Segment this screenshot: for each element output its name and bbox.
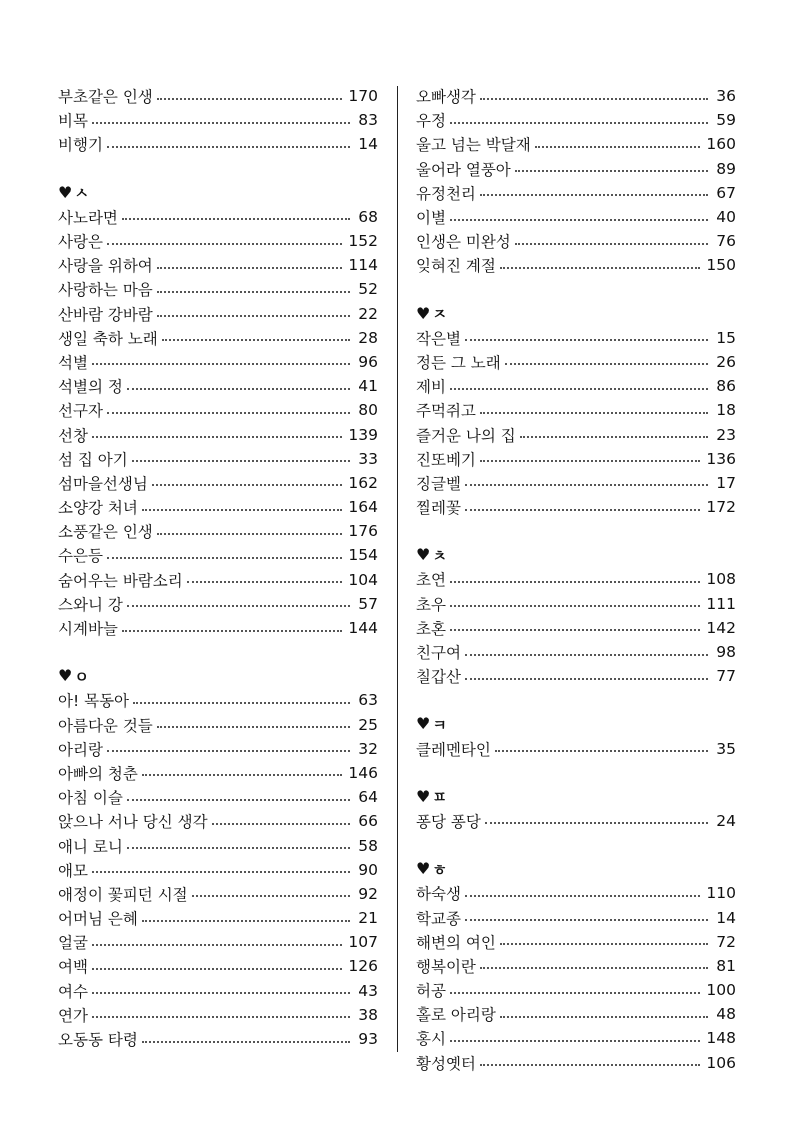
- index-entry: [416, 954, 736, 978]
- page-number: 67: [716, 183, 736, 202]
- dot-leader: [480, 966, 708, 969]
- dot-leader: [212, 822, 350, 825]
- song-title: 선창: [58, 426, 88, 445]
- song-title: 주먹쥐고: [416, 402, 476, 421]
- page-number: 164: [348, 498, 378, 517]
- section-header: [416, 857, 736, 881]
- index-entry: [416, 640, 736, 664]
- page-number: 57: [358, 594, 378, 613]
- page-number: 162: [348, 473, 378, 492]
- index-entry: [416, 664, 736, 688]
- index-entry: [58, 277, 378, 301]
- dot-leader: [107, 411, 350, 414]
- page-number: 18: [716, 401, 736, 420]
- song-title: 수은등: [58, 547, 103, 566]
- song-title: 섬마을선생님: [58, 474, 148, 493]
- index-entry: [58, 568, 378, 592]
- dot-leader: [495, 749, 708, 752]
- page-number: 26: [716, 352, 736, 371]
- page-number: 114: [348, 256, 378, 275]
- dot-leader: [485, 821, 708, 824]
- dot-leader: [520, 435, 708, 438]
- song-title: 이별: [416, 209, 446, 228]
- page-number: 59: [716, 111, 736, 130]
- index-entry: [416, 374, 736, 398]
- index-entry: [416, 326, 736, 350]
- dot-leader: [450, 991, 700, 994]
- page-number: 81: [716, 956, 736, 975]
- index-entry: [58, 398, 378, 422]
- dot-leader: [192, 894, 350, 897]
- page-number: 160: [706, 135, 736, 154]
- page-number: 98: [716, 643, 736, 662]
- song-title: 칠갑산: [416, 668, 461, 687]
- dot-leader: [142, 919, 350, 922]
- section-spacer: [416, 688, 736, 712]
- song-title: 작은별: [416, 329, 461, 348]
- song-title: 제비: [416, 378, 446, 397]
- page-number: 22: [358, 304, 378, 323]
- index-entry: [416, 1002, 736, 1026]
- song-title: 스와니 강: [58, 595, 123, 614]
- page-number: 126: [348, 957, 378, 976]
- dot-leader: [92, 1015, 350, 1018]
- section-spacer: [416, 278, 736, 302]
- page-number: 14: [358, 135, 378, 154]
- index-entry: [58, 495, 378, 519]
- dot-leader: [107, 556, 342, 559]
- song-title: 소풍같은 인생: [58, 523, 153, 542]
- dot-leader: [92, 943, 342, 946]
- section-header: [416, 543, 736, 567]
- index-entry: [58, 713, 378, 737]
- song-title: 인생은 미완성: [416, 233, 511, 252]
- index-entry: [416, 809, 736, 833]
- song-title: 사랑은: [58, 233, 103, 252]
- dot-leader: [92, 121, 350, 124]
- song-title: 선구자: [58, 402, 103, 421]
- page-number: 146: [348, 763, 378, 782]
- page-number: 77: [716, 667, 736, 686]
- page-number: 107: [348, 933, 378, 952]
- song-title: 여수: [58, 982, 88, 1001]
- dot-leader: [92, 870, 350, 873]
- heart-icon: ♥: [416, 859, 431, 879]
- index-entry: [58, 326, 378, 350]
- dot-leader: [142, 773, 343, 776]
- song-title: 행복이란: [416, 957, 476, 976]
- page-number: 108: [706, 570, 736, 589]
- index-entry: [58, 422, 378, 446]
- dot-leader: [157, 314, 350, 317]
- page-number: 14: [716, 908, 736, 927]
- index-entry: [58, 882, 378, 906]
- dot-leader: [92, 362, 350, 365]
- index-entry: [58, 979, 378, 1003]
- page-number: 152: [348, 232, 378, 251]
- index-entry: [58, 108, 378, 132]
- song-title: 애모: [58, 861, 88, 880]
- dot-leader: [133, 701, 350, 704]
- dot-leader: [480, 459, 701, 462]
- index-entry: [58, 543, 378, 567]
- song-title: 홀로 아리랑: [416, 1006, 496, 1025]
- index-entry: [58, 229, 378, 253]
- song-title: 연가: [58, 1006, 88, 1025]
- index-entry: [58, 253, 378, 277]
- song-title: 클레멘타인: [416, 740, 491, 759]
- index-entry: [58, 132, 378, 156]
- index-entry: [416, 592, 736, 616]
- dot-leader: [122, 217, 350, 220]
- index-entry: [416, 447, 736, 471]
- song-title: 징글벨: [416, 474, 461, 493]
- page-number: 139: [348, 425, 378, 444]
- section-spacer: [58, 640, 378, 664]
- page-number: 80: [358, 401, 378, 420]
- dot-leader: [157, 97, 343, 100]
- page-number: 33: [358, 449, 378, 468]
- section-spacer: [416, 761, 736, 785]
- page-number: 96: [358, 352, 378, 371]
- song-title: 해변의 여인: [416, 933, 496, 952]
- song-title: 시계바늘: [58, 620, 118, 639]
- page-number: 110: [706, 884, 736, 903]
- song-title: 아! 목동아: [58, 692, 130, 711]
- section-letter: ㅅ: [74, 184, 89, 203]
- index-entry: [58, 688, 378, 712]
- song-title: 사랑을 위하여: [58, 257, 153, 276]
- heart-icon: ♥: [416, 714, 431, 734]
- dot-leader: [450, 387, 708, 390]
- index-entry: [58, 302, 378, 326]
- index-entry: [58, 616, 378, 640]
- index-entry: [58, 906, 378, 930]
- page-number: 142: [706, 618, 736, 637]
- page-number: 111: [706, 594, 736, 613]
- section-header: [416, 712, 736, 736]
- dot-leader: [450, 218, 708, 221]
- section-letter: ㅋ: [432, 715, 447, 734]
- song-title: 아침 이슬: [58, 789, 123, 808]
- song-title: 얼굴: [58, 934, 88, 953]
- dot-leader: [127, 604, 350, 607]
- song-title: 석별: [58, 353, 88, 372]
- index-entry: [416, 157, 736, 181]
- heart-icon: ♥: [416, 303, 431, 323]
- dot-leader: [480, 97, 708, 100]
- section-letter: ㅇ: [74, 667, 89, 686]
- song-title: 비행기: [58, 136, 103, 155]
- dot-leader: [157, 725, 350, 728]
- song-title: 초혼: [416, 619, 446, 638]
- dot-leader: [465, 338, 708, 341]
- dot-leader: [122, 629, 343, 632]
- page-number: 58: [358, 836, 378, 855]
- song-title: 홍시: [416, 1030, 446, 1049]
- section-letter: ㅊ: [432, 546, 447, 565]
- index-entry: [58, 519, 378, 543]
- dot-leader: [92, 967, 342, 970]
- index-entry: [416, 495, 736, 519]
- song-title: 황성옛터: [416, 1054, 476, 1073]
- index-entry: [416, 132, 736, 156]
- page-number: 170: [348, 87, 378, 106]
- dot-leader: [142, 1040, 350, 1043]
- index-entry: [58, 954, 378, 978]
- page-number: 35: [716, 739, 736, 758]
- section-spacer: [58, 157, 378, 181]
- page-number: 176: [348, 522, 378, 541]
- dot-leader: [515, 242, 708, 245]
- section-spacer: [416, 519, 736, 543]
- page-number: 17: [716, 473, 736, 492]
- index-entry: [416, 471, 736, 495]
- index-entry: [416, 229, 736, 253]
- page-number: 21: [358, 909, 378, 928]
- page-number: 89: [716, 159, 736, 178]
- page-number: 76: [716, 232, 736, 251]
- dot-leader: [157, 532, 343, 535]
- column-divider: [397, 86, 398, 1052]
- index-entry: [58, 84, 378, 108]
- index-entry: [416, 930, 736, 954]
- page-number: 83: [358, 111, 378, 130]
- index-column-right: [416, 84, 736, 1075]
- section-letter: ㅍ: [432, 788, 447, 807]
- dot-leader: [162, 338, 350, 341]
- dot-leader: [187, 580, 343, 583]
- song-title: 어머님 은혜: [58, 910, 138, 929]
- song-title: 애정이 꽃피던 시절: [58, 885, 188, 904]
- index-entry: [58, 1003, 378, 1027]
- page-number: 136: [706, 449, 736, 468]
- index-entry: [416, 181, 736, 205]
- index-entry: [58, 374, 378, 398]
- song-title: 친구여: [416, 644, 461, 663]
- page-number: 86: [716, 377, 736, 396]
- index-entry: [416, 205, 736, 229]
- page-number: 41: [358, 377, 378, 396]
- dot-leader: [505, 362, 708, 365]
- page-number: 40: [716, 208, 736, 227]
- song-title: 유정천리: [416, 184, 476, 203]
- page-number: 52: [358, 280, 378, 299]
- dot-leader: [107, 242, 342, 245]
- index-entry: [58, 1027, 378, 1051]
- dot-leader: [450, 604, 700, 607]
- index-entry: [416, 398, 736, 422]
- heart-icon: ♥: [416, 545, 431, 565]
- page-number: 63: [358, 691, 378, 710]
- index-entry: [58, 737, 378, 761]
- heart-icon: ♥: [58, 666, 73, 686]
- page-number: 36: [716, 87, 736, 106]
- index-entry: [58, 930, 378, 954]
- page-number: 66: [358, 812, 378, 831]
- song-title: 부초같은 인생: [58, 88, 153, 107]
- page-number: 154: [348, 546, 378, 565]
- song-title: 울어라 열풍아: [416, 160, 511, 179]
- page-number: 43: [358, 981, 378, 1000]
- index-entry: [416, 253, 736, 277]
- song-title: 학교종: [416, 909, 461, 928]
- index-entry: [416, 1051, 736, 1075]
- index-entry: [58, 761, 378, 785]
- heart-icon: ♥: [58, 182, 73, 202]
- song-title: 앉으나 서나 당신 생각: [58, 813, 208, 832]
- page-number: 32: [358, 739, 378, 758]
- page-number: 38: [358, 1005, 378, 1024]
- song-title: 찔레꽃: [416, 499, 461, 518]
- index-entry: [416, 905, 736, 929]
- song-title: 초우: [416, 595, 446, 614]
- song-title: 정든 그 노래: [416, 353, 501, 372]
- index-entry: [416, 616, 736, 640]
- section-spacer: [416, 833, 736, 857]
- dot-leader: [127, 387, 350, 390]
- index-entry: [416, 1026, 736, 1050]
- song-title: 퐁당 퐁당: [416, 812, 481, 831]
- index-entry: [416, 422, 736, 446]
- dot-leader: [480, 193, 708, 196]
- song-title: 숨어우는 바람소리: [58, 571, 183, 590]
- dot-leader: [450, 121, 708, 124]
- dot-leader: [92, 435, 342, 438]
- song-title: 소양강 처녀: [58, 499, 138, 518]
- dot-leader: [157, 266, 343, 269]
- section-header: [416, 785, 736, 809]
- index-entry: [58, 785, 378, 809]
- dot-leader: [465, 677, 708, 680]
- page-number: 100: [706, 981, 736, 1000]
- index-entry: [58, 592, 378, 616]
- page-number: 144: [348, 619, 378, 638]
- song-title: 우정: [416, 112, 446, 131]
- page-number: 148: [706, 1029, 736, 1048]
- page-number: 172: [706, 498, 736, 517]
- song-title: 섬 집 아기: [58, 450, 128, 469]
- index-entry: [416, 567, 736, 591]
- index-entry: [416, 978, 736, 1002]
- index-entry: [58, 205, 378, 229]
- page-number: 23: [716, 425, 736, 444]
- heart-icon: ♥: [416, 786, 431, 806]
- section-letter: ㅎ: [432, 860, 447, 879]
- song-title: 즐거운 나의 집: [416, 426, 516, 445]
- song-title: 여백: [58, 958, 88, 977]
- song-title: 비목: [58, 112, 88, 131]
- page-number: 72: [716, 932, 736, 951]
- index-column-left: [58, 84, 378, 1051]
- dot-leader: [157, 290, 350, 293]
- dot-leader: [465, 483, 708, 486]
- index-entry: [416, 737, 736, 761]
- song-title: 오빠생각: [416, 88, 476, 107]
- page-number: 93: [358, 1030, 378, 1049]
- dot-leader: [480, 1063, 701, 1066]
- dot-leader: [535, 145, 701, 148]
- index-entry: [416, 350, 736, 374]
- dot-leader: [132, 459, 350, 462]
- page-number: 64: [358, 788, 378, 807]
- page-number: 28: [358, 328, 378, 347]
- page-number: 25: [358, 715, 378, 734]
- song-title: 허공: [416, 982, 446, 1001]
- dot-leader: [152, 483, 343, 486]
- index-entry: [58, 833, 378, 857]
- section-header: [58, 664, 378, 688]
- dot-leader: [450, 628, 700, 631]
- dot-leader: [450, 1039, 700, 1042]
- dot-leader: [465, 508, 700, 511]
- dot-leader: [465, 894, 700, 897]
- song-title: 하숙생: [416, 885, 461, 904]
- song-title: 오동동 타령: [58, 1031, 138, 1050]
- dot-leader: [450, 580, 700, 583]
- song-title: 사랑하는 마음: [58, 281, 153, 300]
- song-title: 울고 넘는 박달재: [416, 136, 531, 155]
- dot-leader: [465, 653, 708, 656]
- song-title: 아리랑: [58, 740, 103, 759]
- song-title: 잊혀진 계절: [416, 257, 496, 276]
- page-number: 150: [706, 256, 736, 275]
- index-entry: [58, 809, 378, 833]
- section-header: [58, 181, 378, 205]
- page-number: 68: [358, 207, 378, 226]
- page-number: 106: [706, 1053, 736, 1072]
- index-entry: [58, 471, 378, 495]
- index-entry: [58, 350, 378, 374]
- song-title: 사노라면: [58, 208, 118, 227]
- page-number: 92: [358, 884, 378, 903]
- dot-leader: [92, 991, 350, 994]
- index-entry: [416, 108, 736, 132]
- dot-leader: [142, 508, 343, 511]
- dot-leader: [107, 145, 350, 148]
- page-number: 24: [716, 811, 736, 830]
- song-title: 생일 축하 노래: [58, 329, 158, 348]
- page-number: 90: [358, 860, 378, 879]
- dot-leader: [500, 266, 701, 269]
- dot-leader: [465, 918, 708, 921]
- page-number: 104: [348, 570, 378, 589]
- dot-leader: [480, 411, 708, 414]
- song-title: 산바람 강바람: [58, 305, 153, 324]
- song-title: 진또베기: [416, 450, 476, 469]
- song-title: 아름다운 것들: [58, 716, 153, 735]
- section-header: [416, 302, 736, 326]
- index-entry: [416, 881, 736, 905]
- index-entry: [416, 84, 736, 108]
- dot-leader: [127, 846, 350, 849]
- dot-leader: [515, 169, 708, 172]
- page-number: 48: [716, 1005, 736, 1024]
- dot-leader: [127, 798, 350, 801]
- index-entry: [58, 858, 378, 882]
- page-number: 15: [716, 328, 736, 347]
- dot-leader: [500, 1015, 708, 1018]
- dot-leader: [107, 749, 350, 752]
- song-title: 초연: [416, 571, 446, 590]
- section-letter: ㅈ: [432, 305, 447, 324]
- song-title: 석별의 정: [58, 378, 123, 397]
- dot-leader: [500, 942, 708, 945]
- index-entry: [58, 447, 378, 471]
- song-title: 아빠의 청춘: [58, 764, 138, 783]
- song-title: 애니 로니: [58, 837, 123, 856]
